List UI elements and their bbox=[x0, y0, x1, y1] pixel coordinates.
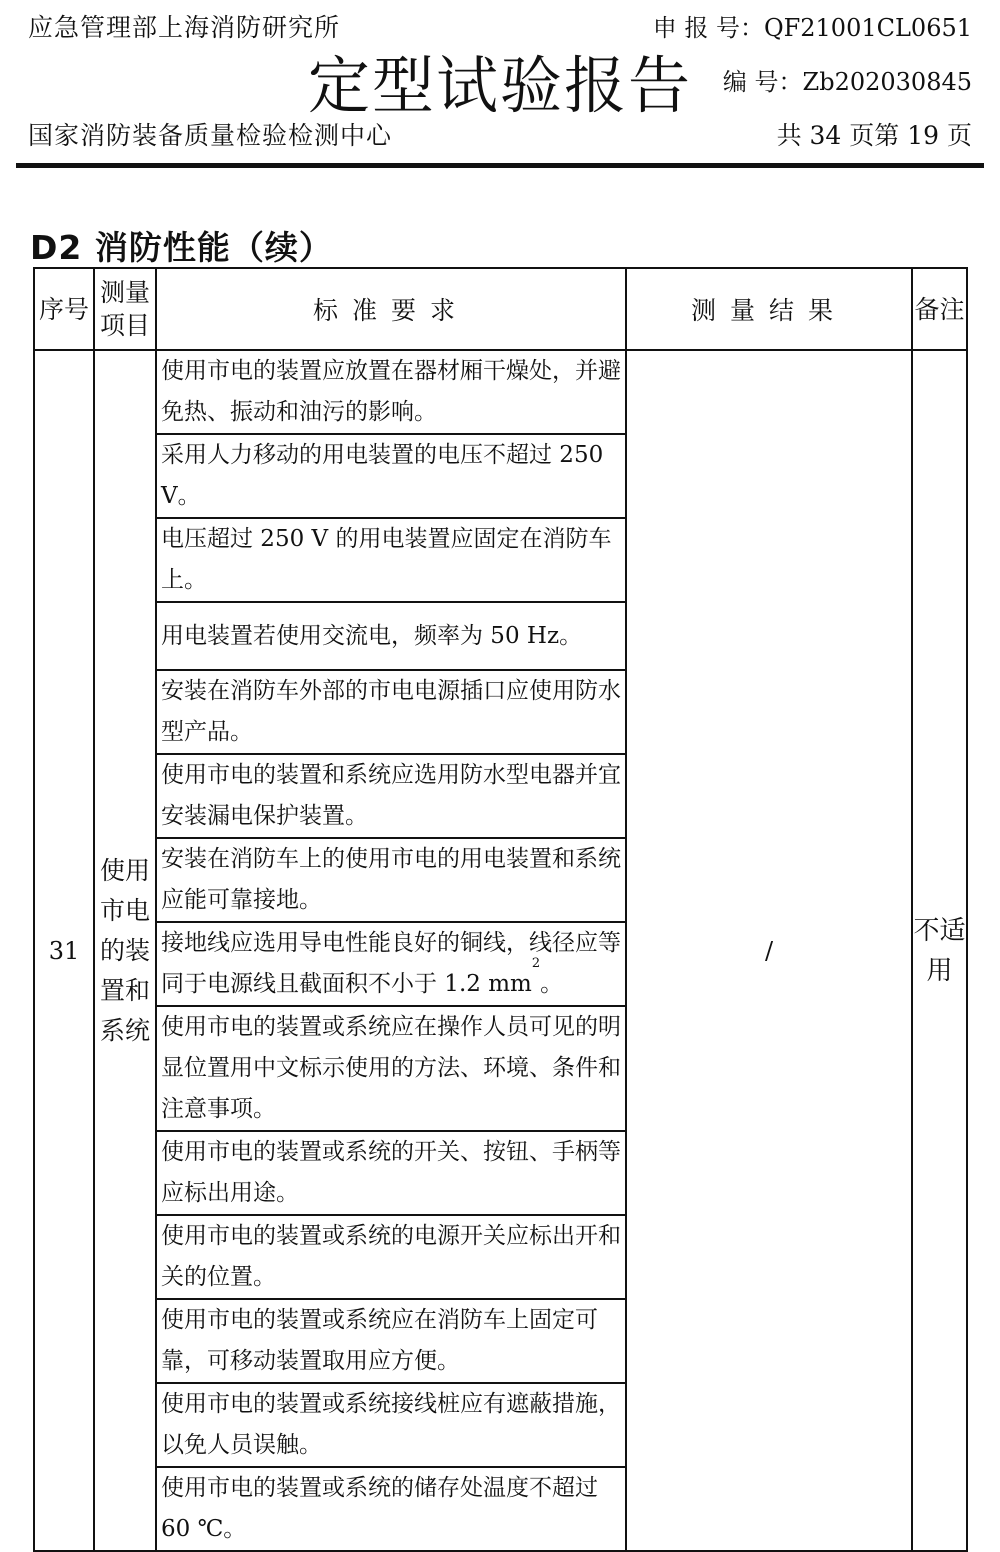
header-divider bbox=[16, 163, 984, 168]
unit-superscript: 2 bbox=[531, 956, 541, 971]
requirement-cell: 使用市电的装置应放置在器材厢干燥处，并避免热、振动和油污的影响。 bbox=[156, 350, 626, 434]
page-info: 共 34 页第 19 页 bbox=[776, 121, 972, 150]
remark-cell: 不适用 bbox=[912, 350, 967, 1551]
section-title: D2 消防性能（续） bbox=[30, 228, 333, 267]
report-title: 定型试验报告 bbox=[307, 49, 692, 122]
requirement-cell: 电压超过 250 V 的用电装置应固定在消防车上。 bbox=[156, 518, 626, 602]
table-header-row bbox=[34, 268, 967, 350]
table-row bbox=[34, 350, 967, 434]
result-cell: / bbox=[626, 350, 912, 1551]
requirement-cell: 使用市电的装置或系统的开关、按钮、手柄等应标出用途。 bbox=[156, 1131, 626, 1215]
header-seq: 序号 bbox=[34, 268, 94, 350]
requirement-text: 接地线应选用导电性能良好的铜线，线径应等同于电源线且截面积不小于 1.2 mm bbox=[161, 930, 621, 997]
header-requirement: 标准要求 bbox=[156, 268, 626, 350]
center-name: 国家消防装备质量检验检测中心 bbox=[28, 121, 393, 150]
requirement-cell: 使用市电的装置或系统的储存处温度不超过 60 ℃。 bbox=[156, 1467, 626, 1551]
requirements-table bbox=[33, 267, 968, 1552]
requirement-cell: 使用市电的装置和系统应选用防水型电器并宜安装漏电保护装置。 bbox=[156, 754, 626, 838]
requirement-cell: 安装在消防车外部的市电电源插口应使用防水型产品。 bbox=[156, 670, 626, 754]
requirement-cell: 用电装置若使用交流电，频率为 50 Hz。 bbox=[156, 602, 626, 670]
header-item: 测量项目 bbox=[94, 268, 156, 350]
requirement-cell: 安装在消防车上的使用市电的用电装置和系统应能可靠接地。 bbox=[156, 838, 626, 922]
report-number: 编 号：Zb202030845 bbox=[722, 68, 972, 96]
requirement-cell: 采用人力移动的用电装置的电压不超过 250 V。 bbox=[156, 434, 626, 518]
issuer-name: 应急管理部上海消防研究所 bbox=[28, 13, 341, 42]
requirement-cell: 使用市电的装置或系统的电源开关应标出开和关的位置。 bbox=[156, 1215, 626, 1299]
requirement-cell: 使用市电的装置或系统应在操作人员可见的明显位置用中文标示使用的方法、环境、条件和注意事项。 bbox=[156, 1006, 626, 1131]
application-number: 申 报 号：QF21001CL0651 bbox=[652, 14, 972, 42]
item-cell: 使用市电的装置和系统 bbox=[94, 350, 156, 1551]
header-remark: 备注 bbox=[912, 268, 967, 350]
header-result: 测量结果 bbox=[626, 268, 912, 350]
requirement-cell: 使用市电的装置或系统接线桩应有遮蔽措施，以免人员误触。 bbox=[156, 1383, 626, 1467]
seq-cell: 31 bbox=[34, 350, 94, 1551]
requirement-cell: 使用市电的装置或系统应在消防车上固定可靠，可移动装置取用应方便。 bbox=[156, 1299, 626, 1383]
requirement-tail: 。 bbox=[540, 971, 564, 997]
requirement-cell bbox=[156, 922, 626, 1006]
